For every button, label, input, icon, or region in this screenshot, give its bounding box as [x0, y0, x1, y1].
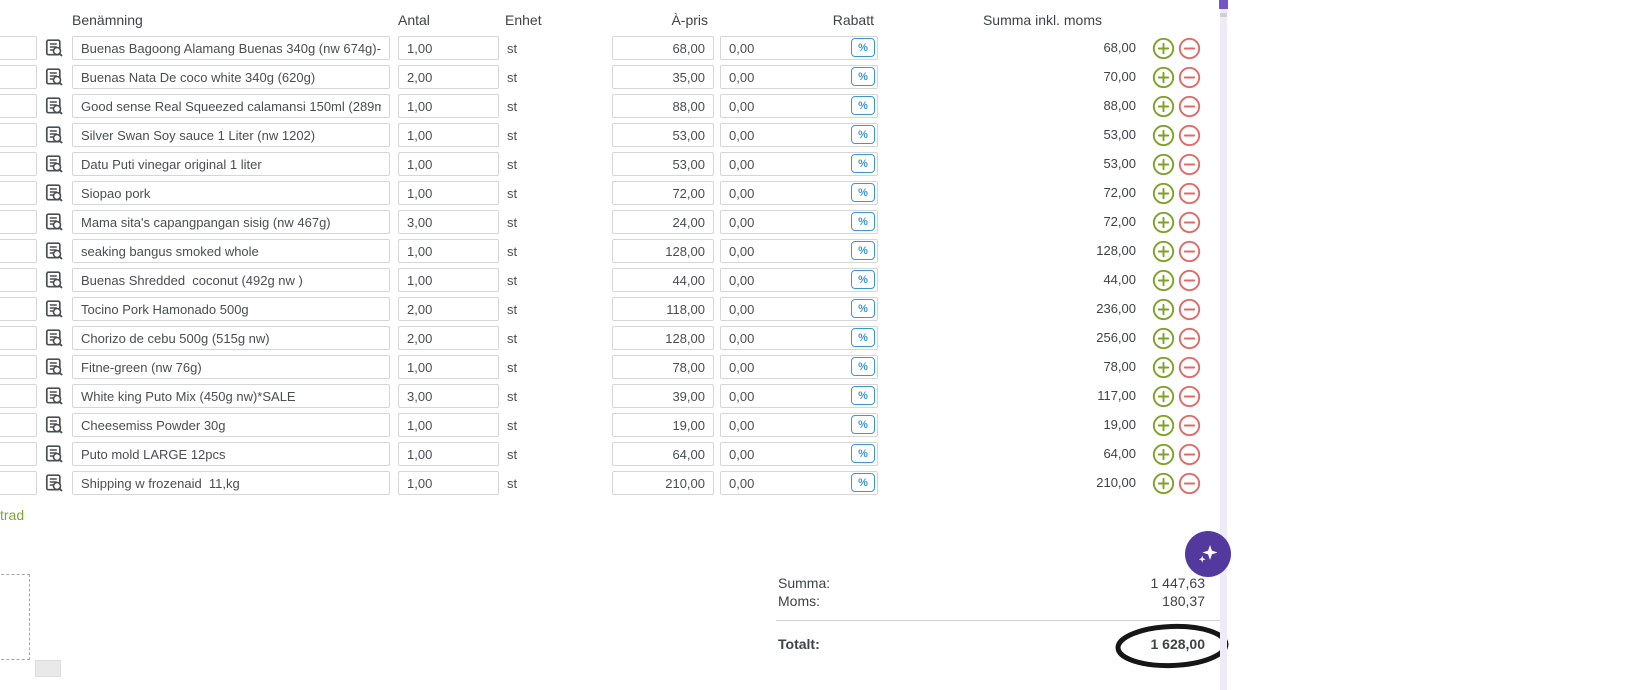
- table-row: [0, 326, 1240, 350]
- unit-price-input[interactable]: [612, 268, 714, 292]
- unit-price-input[interactable]: [612, 210, 714, 234]
- product-name-input[interactable]: [72, 471, 390, 495]
- plus-icon: [1152, 66, 1175, 89]
- discount-cell: [720, 123, 878, 147]
- remove-row-button[interactable]: [1178, 95, 1201, 118]
- discount-cell: [720, 355, 878, 379]
- table-row: [0, 442, 1240, 466]
- product-lookup-button[interactable]: [44, 328, 64, 348]
- document-search-icon: [44, 154, 64, 174]
- product-name-input[interactable]: [72, 442, 390, 466]
- quantity-input[interactable]: [398, 413, 499, 437]
- document-search-icon: [44, 67, 64, 87]
- product-lookup-button[interactable]: [44, 38, 64, 58]
- unit-label: st: [507, 70, 518, 85]
- product-lookup-button[interactable]: [44, 183, 64, 203]
- ai-assistant-fab[interactable]: [1185, 531, 1231, 577]
- scrollbar-track[interactable]: [1220, 0, 1227, 690]
- product-name-input[interactable]: [72, 181, 390, 205]
- discount-percent-button[interactable]: %: [851, 386, 875, 405]
- discount-cell: [720, 94, 878, 118]
- row-sum-value: 72,00: [1103, 214, 1136, 229]
- discount-cell: [720, 210, 878, 234]
- document-search-icon: [44, 473, 64, 493]
- product-name-input[interactable]: [72, 210, 390, 234]
- quantity-input[interactable]: [398, 123, 499, 147]
- product-lookup-button[interactable]: [44, 386, 64, 406]
- plus-icon: [1152, 385, 1175, 408]
- table-row: [0, 152, 1240, 176]
- table-row: [0, 65, 1240, 89]
- product-lookup-button[interactable]: [44, 212, 64, 232]
- unit-price-input[interactable]: [612, 326, 714, 350]
- add-row-button[interactable]: [1152, 356, 1175, 379]
- row-sum-value: 19,00: [1103, 417, 1136, 432]
- subtotal-label: Summa:: [778, 575, 831, 591]
- minus-icon: [1178, 37, 1201, 60]
- scrollbar-thumb[interactable]: [1219, 0, 1228, 9]
- product-name-input[interactable]: [72, 36, 390, 60]
- discount-percent-button[interactable]: %: [851, 96, 875, 115]
- document-search-icon: [44, 328, 64, 348]
- row-leftmost-input-partial[interactable]: [0, 384, 37, 408]
- plus-icon: [1152, 472, 1175, 495]
- add-row-button[interactable]: [1152, 153, 1175, 176]
- plus-icon: [1152, 95, 1175, 118]
- discount-percent-button[interactable]: %: [851, 270, 875, 289]
- product-name-input[interactable]: [72, 297, 390, 321]
- add-row-button[interactable]: [1152, 124, 1175, 147]
- document-search-icon: [44, 38, 64, 58]
- remove-row-button[interactable]: [1178, 182, 1201, 205]
- discount-cell: [720, 442, 878, 466]
- row-leftmost-input-partial[interactable]: [0, 471, 37, 495]
- table-row: [0, 384, 1240, 408]
- unit-label: st: [507, 476, 518, 491]
- vat-label: Moms:: [778, 593, 820, 609]
- add-row-button[interactable]: [1152, 37, 1175, 60]
- plus-icon: [1152, 240, 1175, 263]
- remove-row-button[interactable]: [1178, 153, 1201, 176]
- unit-price-input[interactable]: [612, 65, 714, 89]
- product-name-input[interactable]: [72, 413, 390, 437]
- remove-row-button[interactable]: [1178, 298, 1201, 321]
- column-header-benamning: Benämning: [72, 12, 143, 28]
- unit-label: st: [507, 215, 518, 230]
- discount-cell: [720, 413, 878, 437]
- row-sum-value: 256,00: [1096, 330, 1136, 345]
- quantity-input[interactable]: [398, 442, 499, 466]
- table-row: [0, 355, 1240, 379]
- quantity-input[interactable]: [398, 210, 499, 234]
- minus-icon: [1178, 298, 1201, 321]
- row-leftmost-input-partial[interactable]: [0, 36, 37, 60]
- product-name-input[interactable]: [72, 268, 390, 292]
- row-leftmost-input-partial[interactable]: [0, 239, 37, 263]
- dashed-drop-area-partial: [0, 574, 30, 660]
- add-row-button[interactable]: [1152, 472, 1175, 495]
- document-search-icon: [44, 270, 64, 290]
- quantity-input[interactable]: [398, 36, 499, 60]
- minus-icon: [1178, 124, 1201, 147]
- row-leftmost-input-partial[interactable]: [0, 268, 37, 292]
- table-row: [0, 94, 1240, 118]
- row-leftmost-input-partial[interactable]: [0, 94, 37, 118]
- scrollbar-dash: [1220, 13, 1227, 17]
- table-row: [0, 239, 1240, 263]
- quantity-input[interactable]: [398, 268, 499, 292]
- document-search-icon: [44, 299, 64, 319]
- minus-icon: [1178, 240, 1201, 263]
- remove-row-button[interactable]: [1178, 327, 1201, 350]
- add-row-button[interactable]: [1152, 443, 1175, 466]
- unit-price-input[interactable]: [612, 123, 714, 147]
- discount-percent-button[interactable]: %: [851, 357, 875, 376]
- add-row-button[interactable]: [1152, 298, 1175, 321]
- row-sum-value: 88,00: [1103, 98, 1136, 113]
- unit-label: st: [507, 447, 518, 462]
- remove-row-button[interactable]: [1178, 414, 1201, 437]
- minus-icon: [1178, 443, 1201, 466]
- vat-value: 180,37: [1162, 593, 1205, 609]
- minus-icon: [1178, 385, 1201, 408]
- unit-price-input[interactable]: [612, 355, 714, 379]
- minus-icon: [1178, 153, 1201, 176]
- discount-percent-button[interactable]: %: [851, 212, 875, 231]
- unit-label: st: [507, 186, 518, 201]
- sparkle-icon: [1196, 542, 1220, 566]
- row-leftmost-input-partial[interactable]: [0, 123, 37, 147]
- unit-label: st: [507, 244, 518, 259]
- minus-icon: [1178, 327, 1201, 350]
- document-search-icon: [44, 96, 64, 116]
- document-search-icon: [44, 357, 64, 377]
- quantity-input[interactable]: [398, 297, 499, 321]
- row-sum-value: 236,00: [1096, 301, 1136, 316]
- unit-label: st: [507, 41, 518, 56]
- quantity-input[interactable]: [398, 384, 499, 408]
- row-leftmost-input-partial[interactable]: [0, 413, 37, 437]
- discount-cell: [720, 181, 878, 205]
- unit-price-input[interactable]: [612, 152, 714, 176]
- discount-cell: [720, 268, 878, 292]
- product-lookup-button[interactable]: [44, 415, 64, 435]
- row-leftmost-input-partial[interactable]: [0, 210, 37, 234]
- plus-icon: [1152, 37, 1175, 60]
- row-sum-value: 210,00: [1096, 475, 1136, 490]
- plus-icon: [1152, 153, 1175, 176]
- unit-label: st: [507, 418, 518, 433]
- unit-price-input[interactable]: [612, 36, 714, 60]
- total-label: Totalt:: [778, 636, 820, 652]
- document-search-icon: [44, 386, 64, 406]
- discount-percent-button[interactable]: %: [851, 125, 875, 144]
- unit-label: st: [507, 273, 518, 288]
- table-row: [0, 123, 1240, 147]
- discount-percent-button[interactable]: %: [851, 67, 875, 86]
- plus-icon: [1152, 182, 1175, 205]
- row-leftmost-input-partial[interactable]: [0, 355, 37, 379]
- product-name-input[interactable]: [72, 326, 390, 350]
- plus-icon: [1152, 443, 1175, 466]
- column-header-rabatt: Rabatt: [832, 12, 874, 28]
- column-header-apris: À-pris: [671, 12, 708, 28]
- product-name-input[interactable]: [72, 123, 390, 147]
- remove-row-button[interactable]: [1178, 385, 1201, 408]
- remove-row-button[interactable]: [1178, 443, 1201, 466]
- unit-price-input[interactable]: [612, 442, 714, 466]
- remove-row-button[interactable]: [1178, 269, 1201, 292]
- row-leftmost-input-partial[interactable]: [0, 297, 37, 321]
- remove-row-button[interactable]: [1178, 124, 1201, 147]
- add-row-button[interactable]: [1152, 385, 1175, 408]
- product-lookup-button[interactable]: [44, 125, 64, 145]
- add-row-link-partial[interactable]: trad: [0, 507, 25, 523]
- column-header-antal: Antal: [398, 12, 430, 28]
- product-name-input[interactable]: [72, 152, 390, 176]
- row-leftmost-input-partial[interactable]: [0, 181, 37, 205]
- add-row-button[interactable]: [1152, 182, 1175, 205]
- product-name-input[interactable]: [72, 65, 390, 89]
- minus-icon: [1178, 472, 1201, 495]
- row-sum-value: 53,00: [1103, 127, 1136, 142]
- unit-label: st: [507, 360, 518, 375]
- product-lookup-button[interactable]: [44, 357, 64, 377]
- discount-percent-button[interactable]: %: [851, 473, 875, 492]
- product-lookup-button[interactable]: [44, 299, 64, 319]
- summary-divider: [776, 620, 1220, 621]
- document-search-icon: [44, 444, 64, 464]
- unit-label: st: [507, 157, 518, 172]
- discount-percent-button[interactable]: %: [851, 241, 875, 260]
- quantity-input[interactable]: [398, 94, 499, 118]
- row-sum-value: 70,00: [1103, 69, 1136, 84]
- row-leftmost-input-partial[interactable]: [0, 65, 37, 89]
- product-name-input[interactable]: [72, 355, 390, 379]
- row-sum-value: 44,00: [1103, 272, 1136, 287]
- unit-price-input[interactable]: [612, 239, 714, 263]
- product-lookup-button[interactable]: [44, 241, 64, 261]
- document-search-icon: [44, 212, 64, 232]
- minus-icon: [1178, 66, 1201, 89]
- product-lookup-button[interactable]: [44, 96, 64, 116]
- add-row-button[interactable]: [1152, 95, 1175, 118]
- product-lookup-button[interactable]: [44, 444, 64, 464]
- row-sum-value: 68,00: [1103, 40, 1136, 55]
- discount-cell: [720, 36, 878, 60]
- add-row-button[interactable]: [1152, 211, 1175, 234]
- discount-percent-button[interactable]: %: [851, 299, 875, 318]
- unit-label: st: [507, 331, 518, 346]
- discount-percent-button[interactable]: %: [851, 154, 875, 173]
- document-search-icon: [44, 125, 64, 145]
- quantity-input[interactable]: [398, 471, 499, 495]
- bottom-left-gray-box: [35, 660, 61, 677]
- unit-label: st: [507, 302, 518, 317]
- unit-price-input[interactable]: [612, 413, 714, 437]
- minus-icon: [1178, 182, 1201, 205]
- product-lookup-button[interactable]: [44, 270, 64, 290]
- plus-icon: [1152, 414, 1175, 437]
- unit-price-input[interactable]: [612, 181, 714, 205]
- document-search-icon: [44, 241, 64, 261]
- discount-percent-button[interactable]: %: [851, 183, 875, 202]
- product-lookup-button[interactable]: [44, 473, 64, 493]
- total-value: 1 628,00: [1150, 636, 1205, 652]
- subtotal-value: 1 447,63: [1150, 575, 1205, 591]
- minus-icon: [1178, 211, 1201, 234]
- discount-percent-button[interactable]: %: [851, 328, 875, 347]
- plus-icon: [1152, 211, 1175, 234]
- unit-price-input[interactable]: [612, 471, 714, 495]
- row-leftmost-input-partial[interactable]: [0, 152, 37, 176]
- unit-price-input[interactable]: [612, 94, 714, 118]
- add-row-button[interactable]: [1152, 240, 1175, 263]
- discount-cell: [720, 384, 878, 408]
- unit-price-input[interactable]: [612, 297, 714, 321]
- remove-row-button[interactable]: [1178, 66, 1201, 89]
- table-row: [0, 471, 1240, 495]
- plus-icon: [1152, 327, 1175, 350]
- discount-percent-button[interactable]: %: [851, 444, 875, 463]
- table-row: [0, 210, 1240, 234]
- table-row: [0, 36, 1240, 60]
- discount-cell: [720, 239, 878, 263]
- discount-cell: [720, 65, 878, 89]
- row-sum-value: 72,00: [1103, 185, 1136, 200]
- discount-cell: [720, 152, 878, 176]
- row-leftmost-input-partial[interactable]: [0, 326, 37, 350]
- row-sum-value: 78,00: [1103, 359, 1136, 374]
- row-sum-value: 53,00: [1103, 156, 1136, 171]
- product-lookup-button[interactable]: [44, 154, 64, 174]
- quantity-input[interactable]: [398, 355, 499, 379]
- add-row-button[interactable]: [1152, 327, 1175, 350]
- document-search-icon: [44, 183, 64, 203]
- discount-cell: [720, 471, 878, 495]
- remove-row-button[interactable]: [1178, 240, 1201, 263]
- table-row: [0, 181, 1240, 205]
- quantity-input[interactable]: [398, 326, 499, 350]
- product-name-input[interactable]: [72, 239, 390, 263]
- plus-icon: [1152, 269, 1175, 292]
- table-row: [0, 268, 1240, 292]
- product-lookup-button[interactable]: [44, 67, 64, 87]
- remove-row-button[interactable]: [1178, 356, 1201, 379]
- column-header-enhet: Enhet: [505, 12, 542, 28]
- quantity-input[interactable]: [398, 65, 499, 89]
- plus-icon: [1152, 124, 1175, 147]
- column-header-summa-inkl-moms: Summa inkl. moms: [982, 12, 1102, 28]
- remove-row-button[interactable]: [1178, 472, 1201, 495]
- discount-percent-button[interactable]: %: [851, 38, 875, 57]
- row-leftmost-input-partial[interactable]: [0, 442, 37, 466]
- product-name-input[interactable]: [72, 384, 390, 408]
- table-row: [0, 413, 1240, 437]
- unit-label: st: [507, 389, 518, 404]
- minus-icon: [1178, 356, 1201, 379]
- unit-label: st: [507, 99, 518, 114]
- remove-row-button[interactable]: [1178, 37, 1201, 60]
- document-search-icon: [44, 415, 64, 435]
- discount-percent-button[interactable]: %: [851, 415, 875, 434]
- table-row: [0, 297, 1240, 321]
- unit-price-input[interactable]: [612, 384, 714, 408]
- quantity-input[interactable]: [398, 181, 499, 205]
- minus-icon: [1178, 414, 1201, 437]
- quantity-input[interactable]: [398, 239, 499, 263]
- remove-row-button[interactable]: [1178, 211, 1201, 234]
- row-sum-value: 128,00: [1096, 243, 1136, 258]
- add-row-button[interactable]: [1152, 414, 1175, 437]
- add-row-button[interactable]: [1152, 269, 1175, 292]
- product-name-input[interactable]: [72, 94, 390, 118]
- row-sum-value: 64,00: [1103, 446, 1136, 461]
- minus-icon: [1178, 269, 1201, 292]
- unit-label: st: [507, 128, 518, 143]
- plus-icon: [1152, 298, 1175, 321]
- add-row-button[interactable]: [1152, 66, 1175, 89]
- discount-cell: [720, 326, 878, 350]
- minus-icon: [1178, 95, 1201, 118]
- quantity-input[interactable]: [398, 152, 499, 176]
- row-sum-value: 117,00: [1097, 388, 1136, 403]
- plus-icon: [1152, 356, 1175, 379]
- discount-cell: [720, 297, 878, 321]
